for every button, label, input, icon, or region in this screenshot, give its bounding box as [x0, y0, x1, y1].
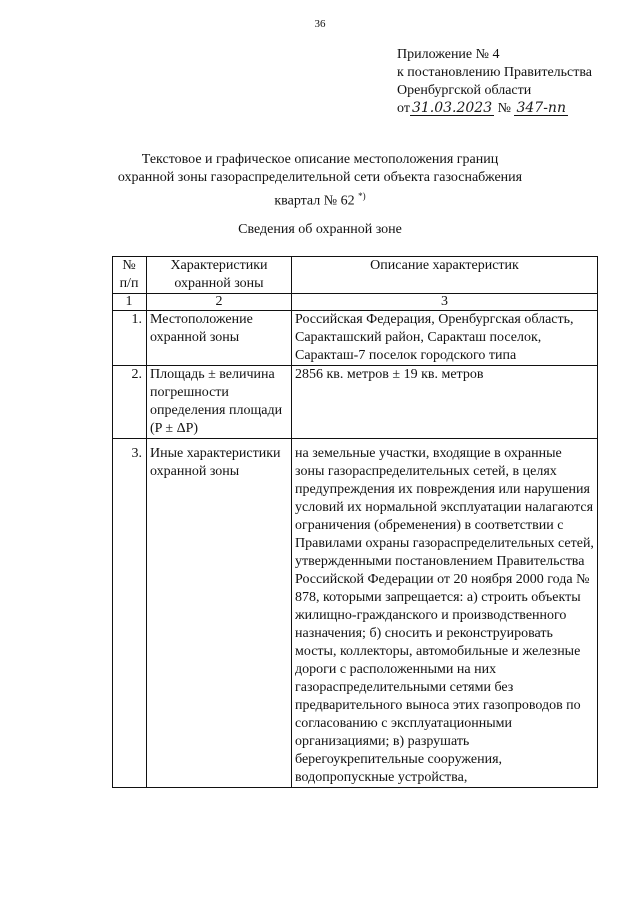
column-number-3: 3: [292, 294, 598, 311]
table-header-row: [113, 257, 598, 294]
title-line-1: Текстовое и графическое описание местоположения границ: [141, 152, 499, 167]
table-row: [113, 439, 598, 788]
table-row: [113, 366, 598, 439]
from-label: от: [397, 101, 410, 116]
title-line-2: охранной зоны газораспределительной сети объекта газоснабжения: [117, 170, 523, 185]
handwritten-date: 31.03.2023: [411, 100, 493, 116]
header-characteristics: Характеристики охранной зоны: [147, 257, 292, 294]
row-description: на земельные участки, входящие в охранные зоны газораспределительных сетей, в целях предупреждения их повреждения или нарушения условий их нормальной эксплуатации налагаются ограничения (обременения) в соответствии с Правилами охраны газораспределительных сетей, утвержденными постановлением Правительства Российской Федерации от 20 ноября 2000 года № 878, которыми запрещается: а) строить объекты жилищно-гражданского и производственного назначения; б) сносить и реконструировать мосты, коллекторы, автомобильные и железные дороги с расположенными на них газораспределительными сетями без предварительного выноса этих газопроводов по согласованию с эксплуатационными организациями; в) разрушать берегоукрепительные сооружения, водопропускные устройства,: [292, 439, 598, 788]
row-description: Российская Федерация, Оренбургская область, Саракташский район, Саракташ поселок, Саракташ-7 поселок городского типа: [292, 311, 598, 366]
document-title: [0, 151, 640, 211]
row-characteristic: Местоположение охранной зоны: [147, 311, 292, 366]
footnote-mark: *): [358, 191, 366, 201]
column-number-2: 2: [147, 294, 292, 311]
appendix-line-3: Оренбургской области: [397, 83, 532, 98]
header-description: Описание характеристик: [292, 257, 598, 294]
table-row: [113, 311, 598, 366]
number-label: №: [497, 101, 511, 116]
header-number: № п/п: [113, 257, 147, 294]
title-line-3: квартал № 62 *): [274, 191, 366, 209]
appendix-date-line: [397, 100, 592, 118]
row-number: 3.: [113, 439, 147, 788]
column-number-row: [113, 294, 598, 311]
row-characteristic: Иные характеристики охранной зоны: [147, 439, 292, 788]
row-number: 1.: [113, 311, 147, 366]
appendix-block: [397, 46, 592, 118]
protection-zone-table: [112, 256, 598, 788]
row-description: 2856 кв. метров ± 19 кв. метров: [292, 366, 598, 439]
handwritten-number: 347-пп: [516, 100, 566, 116]
appendix-line-2: к постановлению Правительства: [397, 65, 593, 80]
appendix-line-1: Приложение № 4: [397, 47, 500, 62]
row-characteristic: Площадь ± величина погрешности определения площади (P ± ΔP): [147, 366, 292, 439]
column-number-1: 1: [113, 294, 147, 311]
section-subtitle: Сведения об охранной зоне: [238, 222, 402, 237]
page-number: 36: [314, 18, 326, 30]
row-number: 2.: [113, 366, 147, 439]
